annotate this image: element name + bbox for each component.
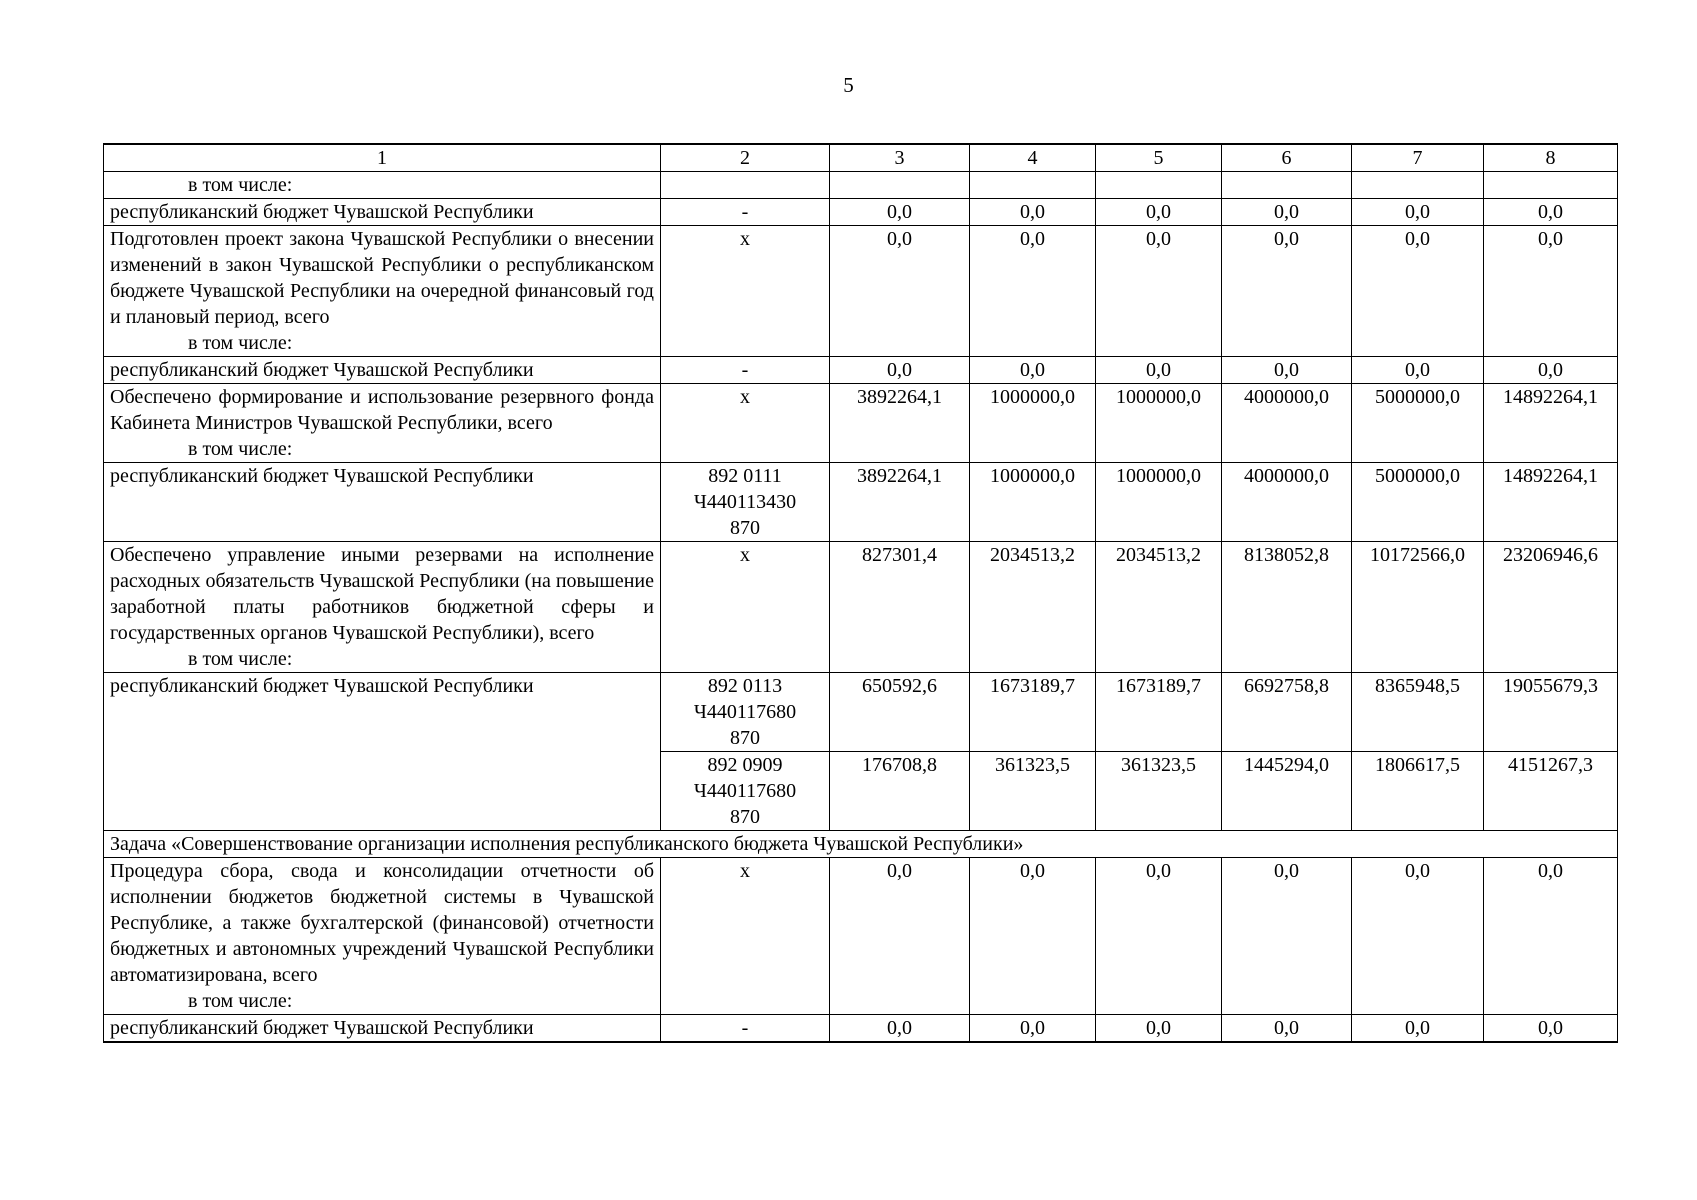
column-header: 7 [1352, 144, 1484, 172]
budget-code-line: 892 0111 [708, 465, 782, 487]
value-cell: 0,0 [1352, 357, 1484, 384]
including-label: в том числе: [188, 990, 293, 1012]
budget-code-cell: - [661, 1015, 830, 1043]
value-cell: 5000000,0 [1352, 463, 1484, 542]
including-label: в том числе: [188, 648, 293, 670]
budget-code-cell: x [661, 384, 830, 463]
value-cell: 0,0 [1484, 858, 1618, 1015]
value-cell: 1000000,0 [1096, 384, 1222, 463]
budget-code-cell [661, 752, 830, 831]
budget-code-cell: - [661, 357, 830, 384]
value-cell: 6692758,8 [1222, 673, 1352, 752]
budget-code-line: Ч440113430 [693, 491, 797, 513]
value-cell: 0,0 [830, 858, 970, 1015]
table-cell [1096, 172, 1222, 199]
table-row [104, 172, 1618, 199]
budget-code-line: 892 0113 [707, 675, 783, 697]
budget-code-line: 870 [730, 806, 760, 828]
value-cell: 14892264,1 [1484, 384, 1618, 463]
value-cell: 19055679,3 [1484, 673, 1618, 752]
table-cell [830, 172, 970, 199]
budget-code-cell [661, 673, 830, 752]
value-cell: 0,0 [1096, 858, 1222, 1015]
value-cell: 3892264,1 [830, 384, 970, 463]
budget-table [103, 143, 1618, 1043]
value-cell: 10172566,0 [1352, 542, 1484, 673]
row-label [104, 384, 661, 463]
including-label: в том числе: [188, 174, 293, 196]
table-row [104, 199, 1618, 226]
value-cell: 0,0 [970, 357, 1096, 384]
budget-code-cell [661, 463, 830, 542]
value-cell: 0,0 [970, 1015, 1096, 1043]
budget-code-cell: x [661, 858, 830, 1015]
value-cell: 4000000,0 [1222, 384, 1352, 463]
value-cell: 0,0 [1222, 858, 1352, 1015]
table-row [104, 858, 1618, 1015]
row-label: республиканский бюджет Чувашской Республики [104, 357, 661, 384]
value-cell: 0,0 [1096, 226, 1222, 357]
budget-code-line: Ч440117680 [693, 701, 797, 723]
table-row [104, 384, 1618, 463]
value-cell: 1673189,7 [1096, 673, 1222, 752]
page-number: 5 [843, 73, 854, 97]
including-label: в том числе: [188, 332, 293, 354]
budget-code-line: 892 0909 [707, 754, 783, 776]
value-cell: 0,0 [970, 226, 1096, 357]
value-cell: 0,0 [1352, 226, 1484, 357]
budget-code-line: Ч440117680 [693, 780, 797, 802]
value-cell: 0,0 [1484, 199, 1618, 226]
row-label: республиканский бюджет Чувашской Республики [104, 199, 661, 226]
budget-code-cell: x [661, 226, 830, 357]
value-cell: 23206946,6 [1484, 542, 1618, 673]
value-cell: 1000000,0 [1096, 463, 1222, 542]
value-cell: 0,0 [970, 199, 1096, 226]
column-header: 4 [970, 144, 1096, 172]
table-row [104, 357, 1618, 384]
value-cell: 8138052,8 [1222, 542, 1352, 673]
value-cell: 0,0 [830, 226, 970, 357]
row-label: республиканский бюджет Чувашской Республики [104, 463, 661, 542]
value-cell: 827301,4 [830, 542, 970, 673]
task-row [104, 831, 1618, 858]
row-label [104, 542, 661, 673]
column-header: 6 [1222, 144, 1352, 172]
row-label: республиканский бюджет Чувашской Республики [104, 673, 661, 831]
row-label [104, 172, 661, 199]
table-cell [1352, 172, 1484, 199]
value-cell: 3892264,1 [830, 463, 970, 542]
item-description: Подготовлен проект закона Чувашской Республики о внесении изменений в закон Чувашской Республики о республиканском бюджете Чувашской Республики на очередной финансовый год и плановый период, всего [110, 228, 654, 328]
table-row [104, 673, 1618, 752]
table-row [104, 1015, 1618, 1043]
column-header: 5 [1096, 144, 1222, 172]
table-row [104, 463, 1618, 542]
value-cell: 14892264,1 [1484, 463, 1618, 542]
value-cell: 1000000,0 [970, 384, 1096, 463]
row-label [104, 858, 661, 1015]
value-cell: 0,0 [1222, 226, 1352, 357]
including-label: в том числе: [188, 438, 293, 460]
value-cell: 361323,5 [1096, 752, 1222, 831]
table-cell [970, 172, 1096, 199]
budget-code-cell: x [661, 542, 830, 673]
value-cell: 0,0 [1096, 357, 1222, 384]
value-cell: 0,0 [1484, 226, 1618, 357]
item-description: Процедура сбора, свода и консолидации отчетности об исполнении бюджетов бюджетной системы в Чувашской Республике, а также бухгалтерской (финансовой) отчетности бюджетных и автономных учреждений Чувашской Республики автоматизирована, всего [110, 860, 654, 986]
value-cell: 0,0 [830, 199, 970, 226]
table-cell [1222, 172, 1352, 199]
value-cell: 0,0 [830, 357, 970, 384]
value-cell: 361323,5 [970, 752, 1096, 831]
budget-code-cell: - [661, 199, 830, 226]
value-cell: 4000000,0 [1222, 463, 1352, 542]
value-cell: 0,0 [1222, 1015, 1352, 1043]
task-heading: Задача «Совершенствование организации исполнения республиканского бюджета Чувашской Республики» [104, 831, 1618, 858]
value-cell: 0,0 [1484, 357, 1618, 384]
value-cell: 0,0 [1222, 357, 1352, 384]
value-cell: 0,0 [1484, 1015, 1618, 1043]
table-cell [661, 172, 830, 199]
table-row [104, 226, 1618, 357]
table-cell [1484, 172, 1618, 199]
value-cell: 0,0 [1352, 1015, 1484, 1043]
value-cell: 0,0 [970, 858, 1096, 1015]
value-cell: 4151267,3 [1484, 752, 1618, 831]
table-row [104, 542, 1618, 673]
budget-code-line: 870 [730, 727, 760, 749]
column-header: 8 [1484, 144, 1618, 172]
value-cell: 2034513,2 [1096, 542, 1222, 673]
value-cell: 0,0 [1222, 199, 1352, 226]
value-cell: 0,0 [1352, 858, 1484, 1015]
value-cell: 0,0 [1352, 199, 1484, 226]
value-cell: 650592,6 [830, 673, 970, 752]
column-header: 1 [104, 144, 661, 172]
budget-code-line: 870 [730, 517, 760, 539]
value-cell: 1673189,7 [970, 673, 1096, 752]
value-cell: 0,0 [1096, 199, 1222, 226]
value-cell: 8365948,5 [1352, 673, 1484, 752]
value-cell: 0,0 [830, 1015, 970, 1043]
row-label [104, 226, 661, 357]
value-cell: 0,0 [1096, 1015, 1222, 1043]
item-description: Обеспечено управление иными резервами на исполнение расходных обязательств Чувашской Республики (на повышение заработной платы работников бюджетной сферы и государственных органов Чувашской Республики), всего [110, 544, 654, 644]
column-header: 3 [830, 144, 970, 172]
value-cell: 5000000,0 [1352, 384, 1484, 463]
value-cell: 1806617,5 [1352, 752, 1484, 831]
row-label: республиканский бюджет Чувашской Республики [104, 1015, 661, 1043]
value-cell: 1000000,0 [970, 463, 1096, 542]
value-cell: 176708,8 [830, 752, 970, 831]
value-cell: 2034513,2 [970, 542, 1096, 673]
column-header: 2 [661, 144, 830, 172]
value-cell: 1445294,0 [1222, 752, 1352, 831]
item-description: Обеспечено формирование и использование резервного фонда Кабинета Министров Чувашской Республики, всего [110, 386, 654, 434]
table-header-row [104, 144, 1618, 172]
